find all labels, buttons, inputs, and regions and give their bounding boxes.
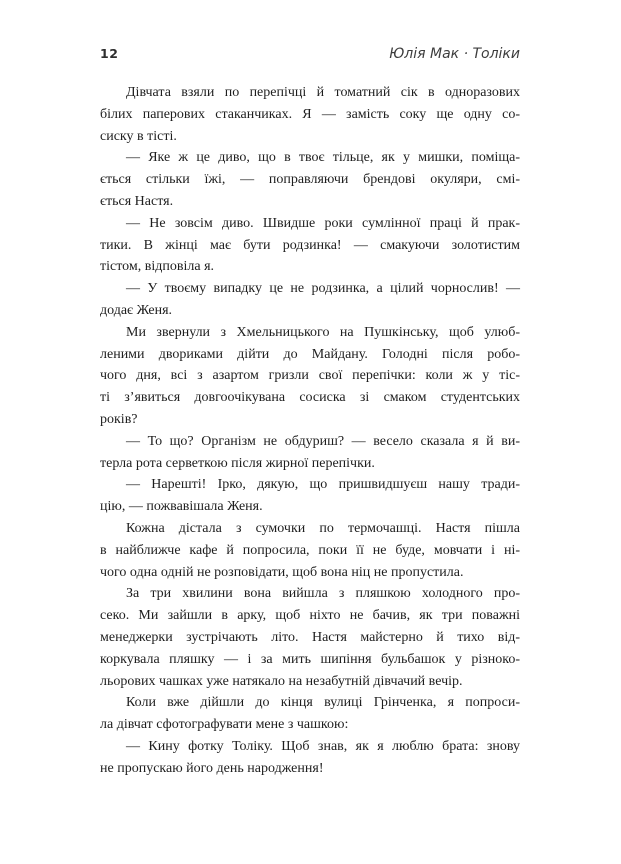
text-line: льорових чашках уже натякало на незабутній дівчачий вечір.: [100, 673, 463, 689]
text-line: — У твоєму випадку це не родзинка, а цілий чорнослив! —: [126, 281, 520, 297]
text-line: менеджерки зустрічають літо. Настя майстерно й тихо від-: [100, 629, 520, 645]
text-line: Кожна дістала з сумочки по термочашці. Настя пішла: [126, 520, 520, 536]
running-title: Юлія Мак · Толіки: [389, 46, 520, 62]
text-line: — Нарешті! Ірко, дякую, що пришвидшуєш нашу тради-: [126, 477, 520, 493]
text-line: секо. Ми зайшли в арку, щоб ніхто не бачив, як три поважні: [100, 608, 520, 624]
text-line: в найближче кафе й попросила, поки її не буде, мовчати і ні-: [100, 542, 520, 558]
text-line: Ми звернули з Хмельницького на Пушкінську, щоб улюб-: [126, 324, 520, 340]
text-line: леними двориками дійти до Майдану. Голодні після робо-: [100, 346, 520, 362]
text-line: чого дня, всі з азартом гризли свої перепічки: коли ж у тіс-: [100, 368, 520, 384]
paragraph: [100, 583, 520, 692]
text-line: цію, — пожвавішала Женя.: [100, 499, 263, 515]
text-line: За три хвилини вона вийшла з пляшкою холодного про-: [126, 586, 520, 602]
text-line: не пропускаю його день народження!: [100, 760, 324, 776]
text-line: ється Настя.: [100, 193, 174, 209]
running-header: [100, 46, 520, 62]
page-text: [100, 82, 520, 780]
text-line: додає Женя.: [100, 302, 173, 318]
paragraph: [100, 82, 520, 147]
page-number: 12: [100, 46, 119, 61]
text-line: білих паперових стаканчиках. Я — замість соку ще одну со-: [100, 106, 520, 122]
paragraph: [100, 322, 520, 431]
text-line: — Кину фотку Толіку. Щоб знав, як я люблю брата: знову: [126, 738, 520, 754]
text-line: — Не зовсім диво. Швидше роки сумлінної праці й прак-: [126, 215, 520, 231]
paragraph: [100, 213, 520, 278]
paragraph: [100, 736, 520, 780]
text-line: — Яке ж це диво, що в твоє тільце, як у мишки, поміща-: [126, 150, 520, 166]
text-line: чого одна одній не розповідати, щоб вона ніц не пропустила.: [100, 564, 464, 580]
paragraph: [100, 474, 520, 518]
paragraph: [100, 431, 520, 475]
text-line: ла дівчат сфотографувати мене з чашкою:: [100, 717, 349, 733]
text-line: тістом, відповіла я.: [100, 259, 215, 275]
text-line: Дівчата взяли по перепічці й томатний сік в одноразових: [126, 85, 520, 100]
text-line: коркувала пляшку — і за мить шипіння бульбашок у різноко-: [100, 651, 520, 667]
text-line: сиску в тісті.: [100, 128, 177, 144]
text-line: Коли вже дійшли до кінця вулиці Грінченка, я попроси-: [126, 695, 520, 711]
paragraph: [100, 147, 520, 212]
text-line: років?: [100, 411, 138, 427]
paragraph: [100, 518, 520, 583]
text-line: ті з’явиться довгоочікувана сосиска зі смаком студентських: [100, 390, 520, 406]
text-line: терла рота серветкою після жирної перепічки.: [100, 455, 375, 471]
paragraph: [100, 692, 520, 736]
text-line: тики. В жінці має бути родзинка! — смакуючи золотистим: [100, 237, 520, 253]
text-line: — То що? Організм не обдуриш? — весело сказала я й ви-: [126, 433, 520, 449]
paragraph: [100, 278, 520, 322]
text-line: ється стільки їжі, — поправляючи брендові окуляри, смі-: [100, 172, 520, 188]
